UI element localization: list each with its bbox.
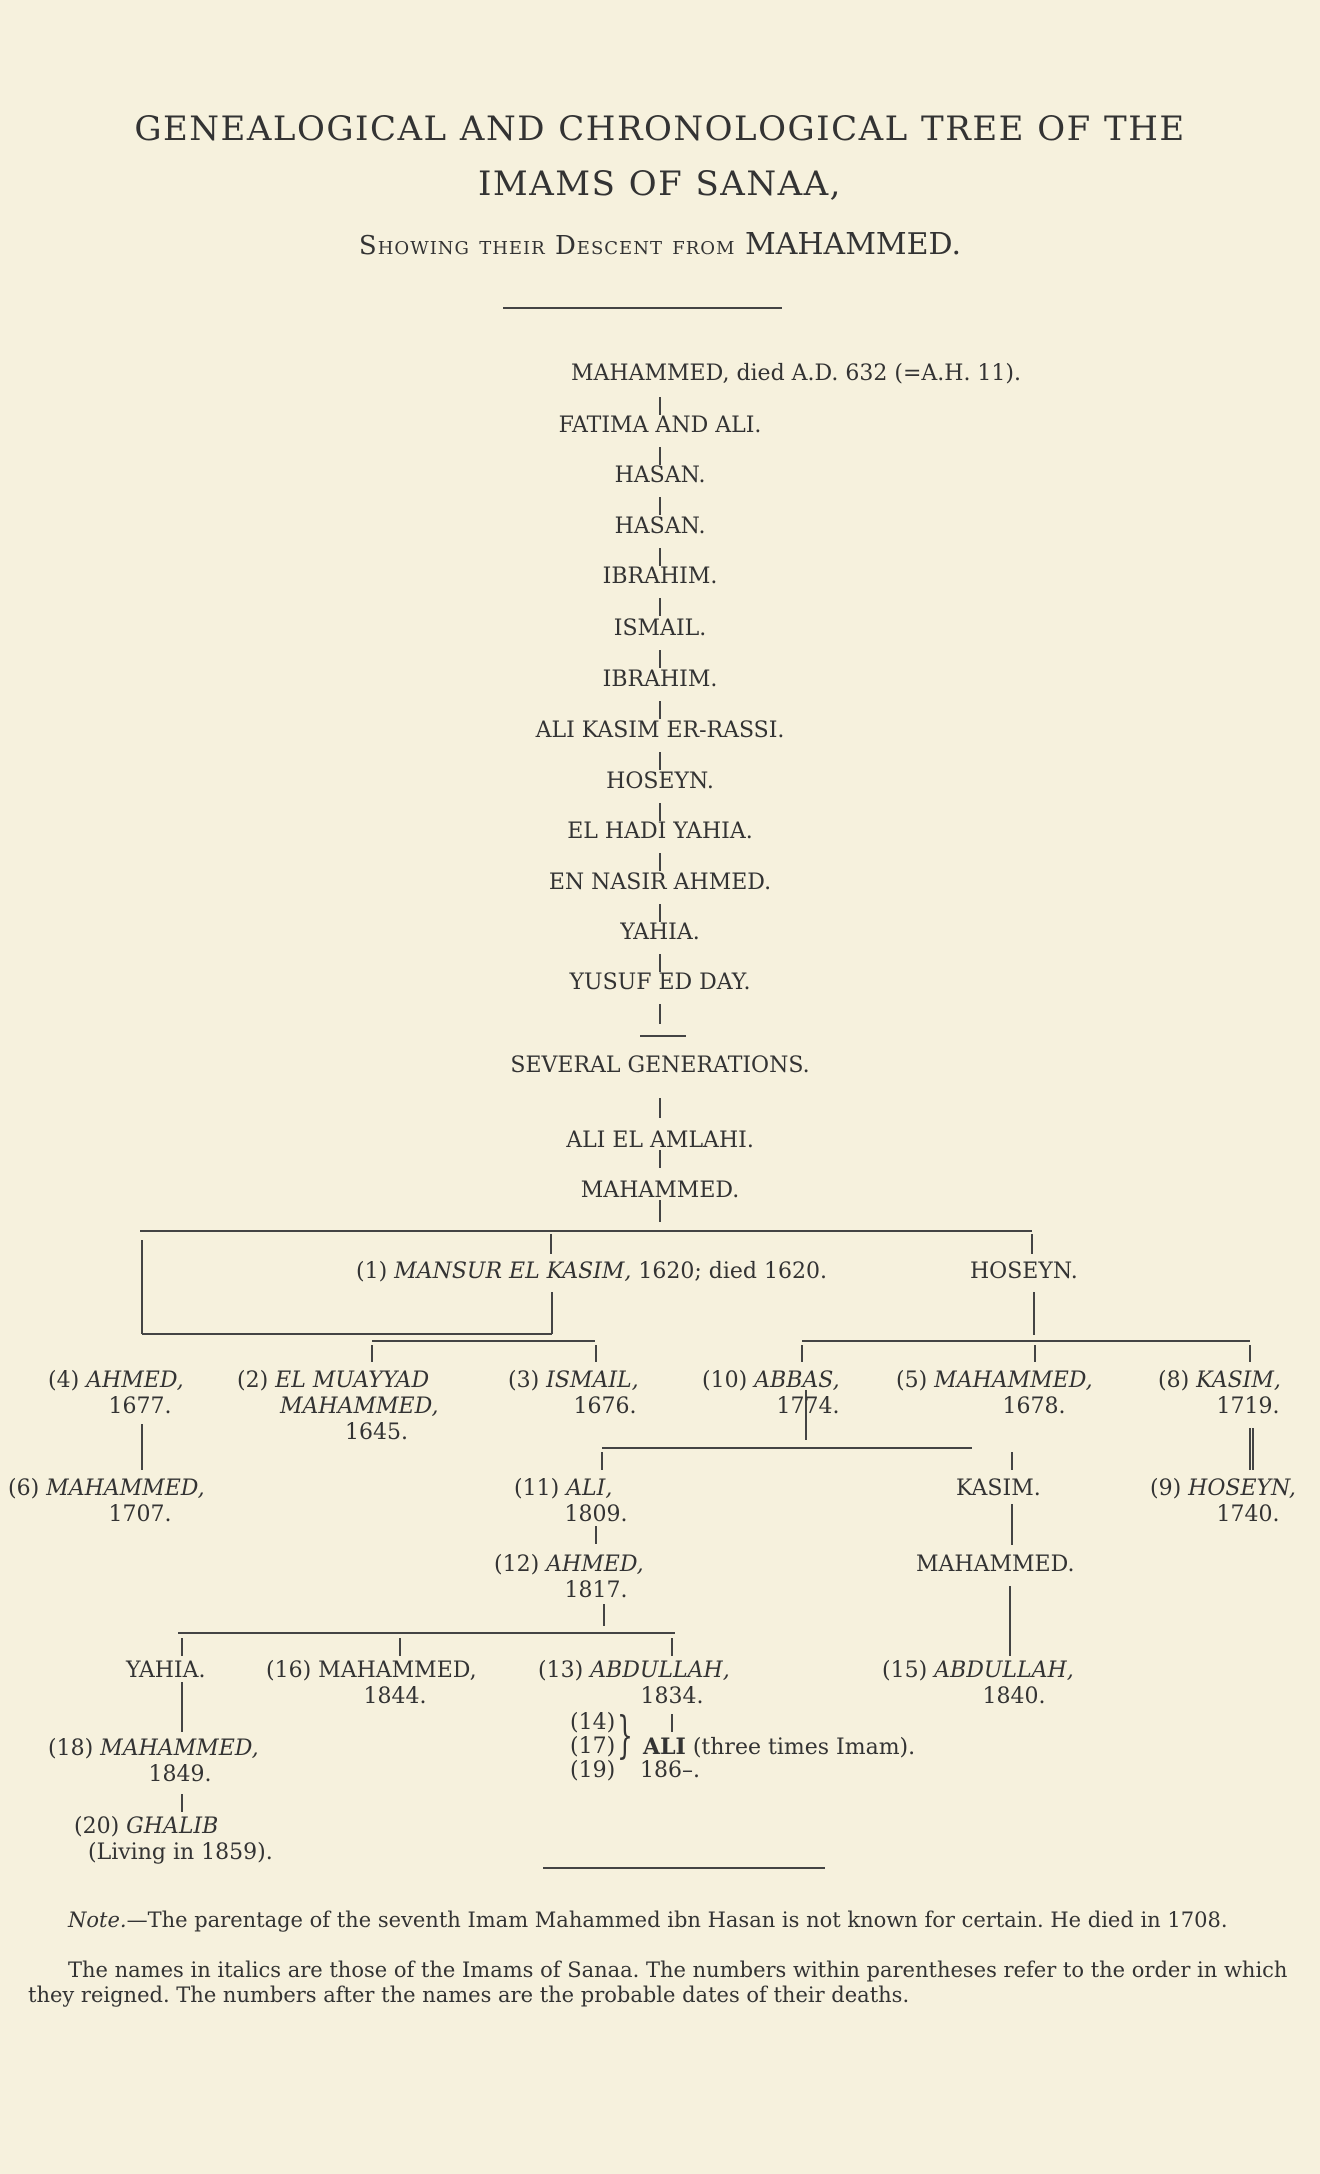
- node-kasim-8: [1158, 1370, 1281, 1392]
- lineage-14: ALI EL AMLAHI.: [566, 1128, 754, 1153]
- node-mahammed-plain: MAHAMMED.: [916, 1552, 1075, 1577]
- title-line-2: IMAMS OF SANAA,: [478, 164, 842, 204]
- node-mahammed-5-num: (5): [896, 1368, 928, 1393]
- node-ali-multi-num-19: (19): [570, 1758, 616, 1783]
- node-kasim: KASIM.: [956, 1476, 1041, 1501]
- title-subtitle-name: MAHAMMED.: [745, 227, 962, 262]
- node-ali-11-name: ALI,: [566, 1476, 613, 1501]
- node-abdullah-13-name: ABDULLAH,: [590, 1658, 730, 1683]
- node-abdullah-15: [882, 1660, 1074, 1682]
- lineage-8: HOSEYN.: [606, 769, 714, 794]
- node-hoseyn-9-date: 1740.: [1216, 1502, 1280, 1527]
- node-yahia: YAHIA.: [126, 1658, 206, 1683]
- node-mahammed-6-num: (6): [8, 1476, 40, 1501]
- node-hoseyn-9-num: (9): [1150, 1476, 1182, 1501]
- node-kasim-8-date: 1719.: [1216, 1394, 1280, 1419]
- node-mahammed-18: [48, 1738, 259, 1760]
- node-ahmed-12-num: (12): [494, 1552, 540, 1577]
- node-ahmed-4: [48, 1370, 184, 1392]
- lineage-11: YAHIA.: [620, 920, 700, 945]
- note-label: Note.: [68, 1908, 127, 1932]
- lineage-0: MAHAMMED, died A.D. 632 (=A.H. 11).: [571, 361, 1022, 386]
- node-muayyad-2: [237, 1370, 429, 1392]
- node-hoseyn-9: [1150, 1478, 1296, 1500]
- node-ali-11-num: (11): [514, 1476, 560, 1501]
- node-abdullah-13-date: 1834.: [640, 1684, 704, 1709]
- node-abdullah-15-date: 1840.: [982, 1684, 1046, 1709]
- node-muayyad-2-num: (2): [237, 1368, 269, 1393]
- node-abbas-10: [702, 1370, 840, 1392]
- node-mahammed-16: [266, 1660, 477, 1682]
- lineage-1: FATIMA AND ALI.: [558, 413, 762, 438]
- node-ismail-3-num: (3): [508, 1368, 540, 1393]
- node-mansur: [356, 1261, 827, 1283]
- node-mahammed-5-name: MAHAMMED,: [934, 1368, 1093, 1393]
- node-ghalib-20-num: (20): [74, 1814, 120, 1839]
- node-mahammed-5-date: 1678.: [1002, 1394, 1066, 1419]
- node-ali-11-date: 1809.: [564, 1502, 628, 1527]
- node-mahammed-6: [8, 1478, 205, 1500]
- node-mahammed-18-date: 1849.: [148, 1762, 212, 1787]
- node-mahammed-6-date: 1707.: [108, 1502, 172, 1527]
- node-abdullah-15-num: (15): [882, 1658, 928, 1683]
- note-text-2: The names in italics are those of the Imams of Sanaa. The numbers within parentheses refer to the order in which they reigned. The numbers after the names are the probable dates of their deaths.: [28, 1958, 1288, 2007]
- title-line-3: [358, 227, 962, 262]
- node-ghalib-20: [74, 1816, 218, 1838]
- lineage-13: SEVERAL GENERATIONS.: [510, 1053, 810, 1078]
- lineage-7: ALI KASIM ER-RASSI.: [535, 718, 785, 743]
- node-ali-multi-num-17: (17): [570, 1734, 616, 1759]
- node-ismail-3: [508, 1370, 639, 1392]
- note-text-1: —The parentage of the seventh Imam Mahammed ibn Hasan is not known for certain. He died in 1708.: [126, 1908, 1228, 1932]
- node-mansur-num: (1): [356, 1259, 388, 1284]
- node-abbas-10-date: 1774.: [776, 1394, 840, 1419]
- node-ahmed-12-name: AHMED,: [546, 1552, 644, 1577]
- node-ahmed-4-date: 1677.: [108, 1394, 172, 1419]
- node-ali-multi-name: ALI: [643, 1734, 686, 1760]
- node-mansur-date: 1620; died 1620.: [638, 1259, 827, 1284]
- node-ali-multi-note: (three times Imam).: [692, 1735, 916, 1760]
- node-hoseyn: HOSEYN.: [970, 1259, 1078, 1284]
- lineage-10: EN NASIR AHMED.: [548, 870, 772, 895]
- node-ismail-3-date: 1676.: [573, 1394, 637, 1419]
- node-muayyad-2-name2: MAHAMMED,: [280, 1394, 439, 1419]
- node-muayyad-2-name1: EL MUAYYAD: [275, 1368, 430, 1393]
- node-abdullah-15-name: ABDULLAH,: [934, 1658, 1074, 1683]
- node-muayyad-2-date: 1645.: [345, 1420, 408, 1445]
- node-ghalib-20-name: GHALIB: [126, 1814, 219, 1839]
- node-ahmed-4-num: (4): [48, 1368, 80, 1393]
- node-abdullah-13: [538, 1660, 730, 1682]
- brace-icon: }: [617, 1706, 633, 1764]
- lineage-4: IBRAHIM.: [602, 564, 718, 589]
- node-kasim-8-num: (8): [1158, 1368, 1190, 1393]
- node-ali-multi-num-14: (14): [570, 1710, 616, 1735]
- node-kasim-8-name: KASIM,: [1196, 1368, 1281, 1393]
- node-mahammed-18-name: MAHAMMED,: [100, 1736, 259, 1761]
- node-mahammed-16-date: 1844.: [363, 1684, 427, 1709]
- node-mahammed-5: [896, 1370, 1093, 1392]
- node-mahammed-16-name: MAHAMMED,: [318, 1658, 477, 1683]
- node-abbas-10-name: ABBAS,: [754, 1368, 840, 1393]
- node-mahammed-16-num: (16): [266, 1658, 312, 1683]
- node-mansur-name: MANSUR EL KASIM,: [394, 1259, 632, 1284]
- note-paragraph-2: [28, 1958, 1304, 2008]
- lineage-2: HASAN.: [614, 463, 706, 488]
- node-ali-multi: [643, 1736, 915, 1759]
- node-ahmed-4-name: AHMED,: [86, 1368, 184, 1393]
- node-ghalib-20-date: (Living in 1859).: [88, 1840, 273, 1865]
- node-ali-11: [514, 1478, 612, 1500]
- node-mahammed-6-name: MAHAMMED,: [46, 1476, 205, 1501]
- node-ahmed-12: [494, 1554, 644, 1576]
- node-ali-multi-date: 186–.: [640, 1758, 700, 1783]
- lineage-6: IBRAHIM.: [602, 667, 718, 692]
- node-abbas-10-num: (10): [702, 1368, 748, 1393]
- node-mahammed-18-num: (18): [48, 1736, 94, 1761]
- node-ismail-3-name: ISMAIL,: [546, 1368, 639, 1393]
- lineage-9: EL HADI YAHIA.: [567, 819, 753, 844]
- lineage-12: YUSUF ED DAY.: [569, 970, 751, 995]
- title-line-1: GENEALOGICAL AND CHRONOLOGICAL TREE OF THE: [134, 109, 1186, 149]
- node-hoseyn-9-name: HOSEYN,: [1188, 1476, 1296, 1501]
- note-paragraph-1: [28, 1908, 1304, 1933]
- node-ahmed-12-date: 1817.: [564, 1578, 628, 1603]
- title-subtitle-text: Showing their Descent from: [358, 231, 736, 261]
- lineage-15: MAHAMMED.: [580, 1178, 740, 1203]
- node-abdullah-13-num: (13): [538, 1658, 584, 1683]
- lineage-5: ISMAIL.: [613, 616, 707, 641]
- lineage-3: HASAN.: [614, 514, 706, 539]
